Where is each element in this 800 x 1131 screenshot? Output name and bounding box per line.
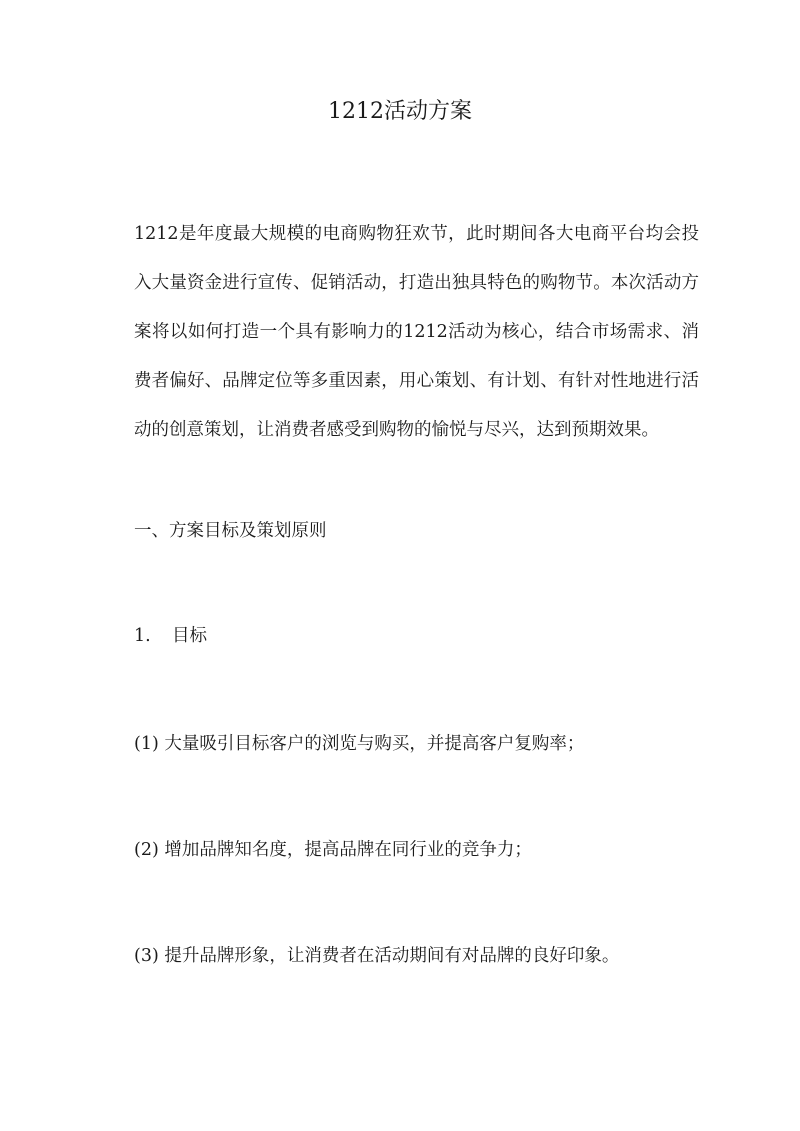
subsection-number: 1. bbox=[134, 626, 151, 646]
section-heading: 一、方案目标及策划原则 bbox=[134, 521, 327, 541]
document-title: 1212活动方案 bbox=[328, 99, 472, 124]
goal-item-3: (3) 提升品牌形象，让消费者在活动期间有对品牌的良好印象。 bbox=[134, 946, 620, 966]
goal-item-1: (1) 大量吸引目标客户的浏览与购买，并提高客户复购率； bbox=[134, 734, 585, 754]
subsection-heading bbox=[134, 620, 207, 652]
intro-paragraph: 1212是年度最大规模的电商购物狂欢节，此时期间各大电商平台均会投入大量资金进行宣传、促销活动，打造出独具特色的购物节。本次活动方案将以如何打造一个具有影响力的1212活动为核心，结合市场需求、消费者偏好、品牌定位等多重因素，用心策划、有计划、有针对性地进行活动的创意策划，让消费者感受到购物的愉悦与尽兴，达到预期效果。 bbox=[134, 224, 699, 440]
subsection-title: 目标 bbox=[172, 626, 207, 646]
goal-item-2: (2) 增加品牌知名度，提高品牌在同行业的竞争力； bbox=[134, 840, 532, 860]
